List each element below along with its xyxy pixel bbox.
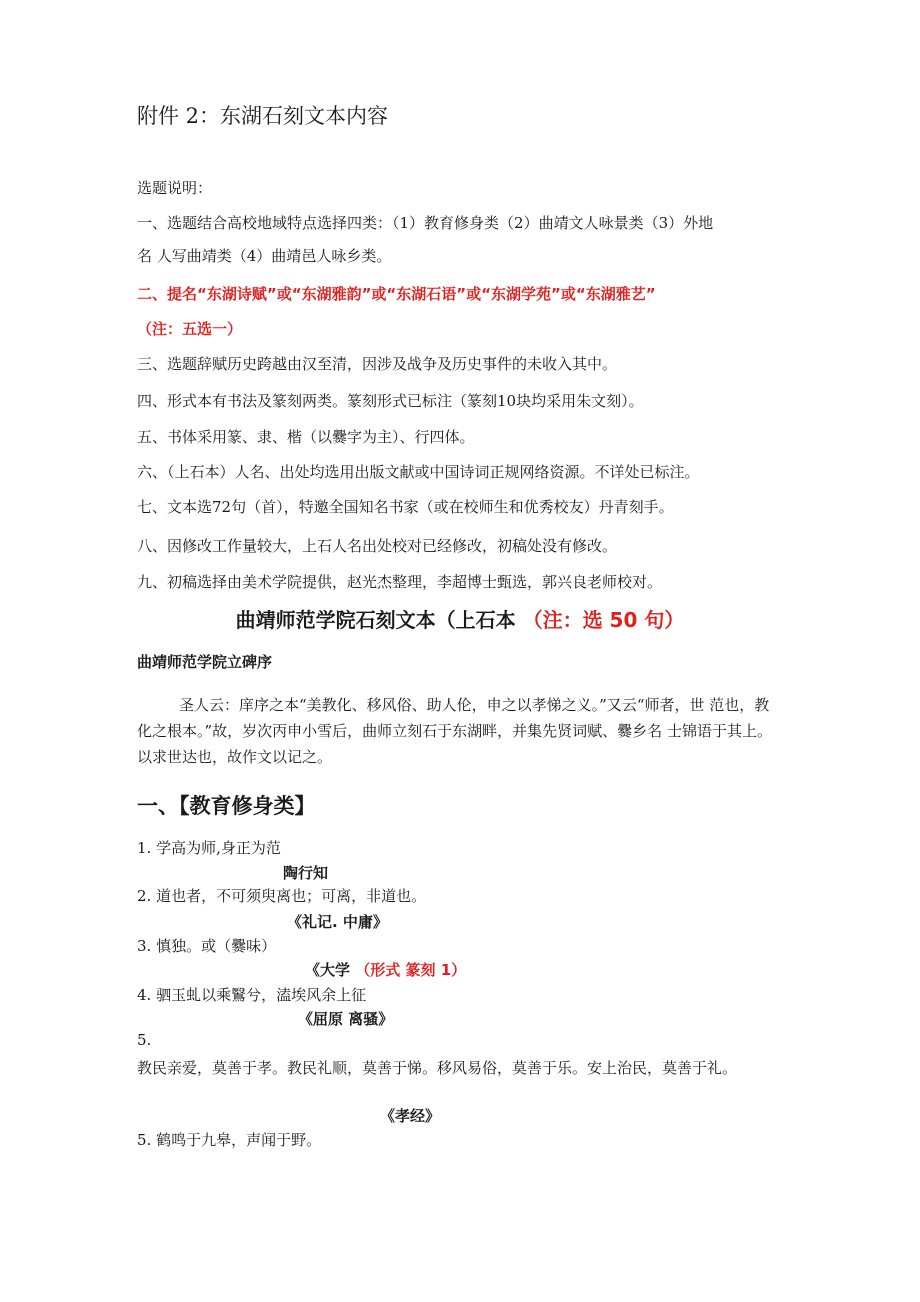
list-item-4: 4. 驷玉虬以乘鷖兮，溘埃风余上征 xyxy=(137,986,367,1004)
note-1-line-1: 一、选题结合高校地域特点选择四类：（1）教育修身类（2）曲靖文人咏景类（3）外地 xyxy=(137,214,714,232)
note-2-line-1: 二、提名“东湖诗赋”或“东湖雅韵”或“东湖石语”或“东湖学苑”或“东湖雅艺” xyxy=(137,285,656,303)
list-item-1-source: 陶行知 xyxy=(283,864,329,882)
list-item-3-source-note: （形式 篆刻 1） xyxy=(355,961,467,979)
list-item-5: 教民亲爱，莫善于孝。教民礼顺，莫善于悌。移风易俗，莫善于乐。安上治民，莫善于礼。 xyxy=(137,1059,738,1077)
note-1-line-2: 名 人写曲靖类（4）曲靖邑人咏乡类。 xyxy=(137,247,392,265)
note-4: 四、形式本有书法及篆刻两类。篆刻形式已标注（篆刻10块均采用朱文刻）。 xyxy=(137,392,644,410)
note-7: 七、文本选72句（首），特邀全国知名书家（或在校师生和优秀校友）丹青刻手。 xyxy=(137,498,674,516)
list-item-3-source-title: 《大学 xyxy=(305,961,351,979)
list-item-2: 2. 道也者，不可须臾离也；可离，非道也。 xyxy=(137,887,427,905)
preface-text: 圣人云：庠序之本“美教化、移风俗、助人伦，申之以孝悌之义。”又云“师者，世 范也，教化之根本。”故，岁次丙申小雪后，曲师立刻石于东湖畔，并集先贤词赋、爨乡名 士锦语于其上。以求世达也，故作文以记之。 xyxy=(137,696,772,766)
section-title xyxy=(0,604,920,633)
list-item-3-source xyxy=(305,959,466,980)
note-2-line-2: （注：五选一） xyxy=(137,320,243,338)
section-title-note: （注：选 50 句） xyxy=(522,608,685,632)
list-item-5-number: 5. xyxy=(137,1031,152,1049)
section-title-main: 曲靖师范学院石刻文本（上石本 xyxy=(235,608,516,632)
note-3: 三、选题辞赋历史跨越由汉至清，因涉及战争及历史事件的未收入其中。 xyxy=(137,355,618,373)
list-item-3: 3. 慎独。或（爨味） xyxy=(137,937,277,955)
preface-heading: 曲靖师范学院立碑序 xyxy=(137,653,273,671)
list-item-4-source: 《屈原 离骚》 xyxy=(298,1010,394,1028)
page-heading: 附件 2：东湖石刻文本内容 xyxy=(137,104,389,128)
note-6: 六、（上石本）人名、出处均选用出版文献或中国诗词正规网络资源。不详处已标注。 xyxy=(137,463,700,481)
category-heading-education: 一、【教育修身类】 xyxy=(137,794,316,818)
note-9: 九、初稿选择由美术学院提供，赵光杰整理，李超博士甄选，郭兴良老师校对。 xyxy=(137,573,663,591)
list-item-1: 1. 学高为师,身正为范 xyxy=(137,839,281,857)
note-8: 八、因修改工作量较大，上石人名出处校对已经修改，初稿处没有修改。 xyxy=(137,537,618,555)
list-item-5-source: 《孝经》 xyxy=(380,1107,441,1125)
list-item-6: 5. 鹤鸣于九皋，声闻于野。 xyxy=(137,1131,322,1149)
note-5: 五、书体采用篆、隶、楷（以爨字为主）、行四体。 xyxy=(137,428,475,446)
notes-label: 选题说明： xyxy=(137,179,213,197)
list-item-2-source: 《礼记. 中庸》 xyxy=(287,913,388,931)
